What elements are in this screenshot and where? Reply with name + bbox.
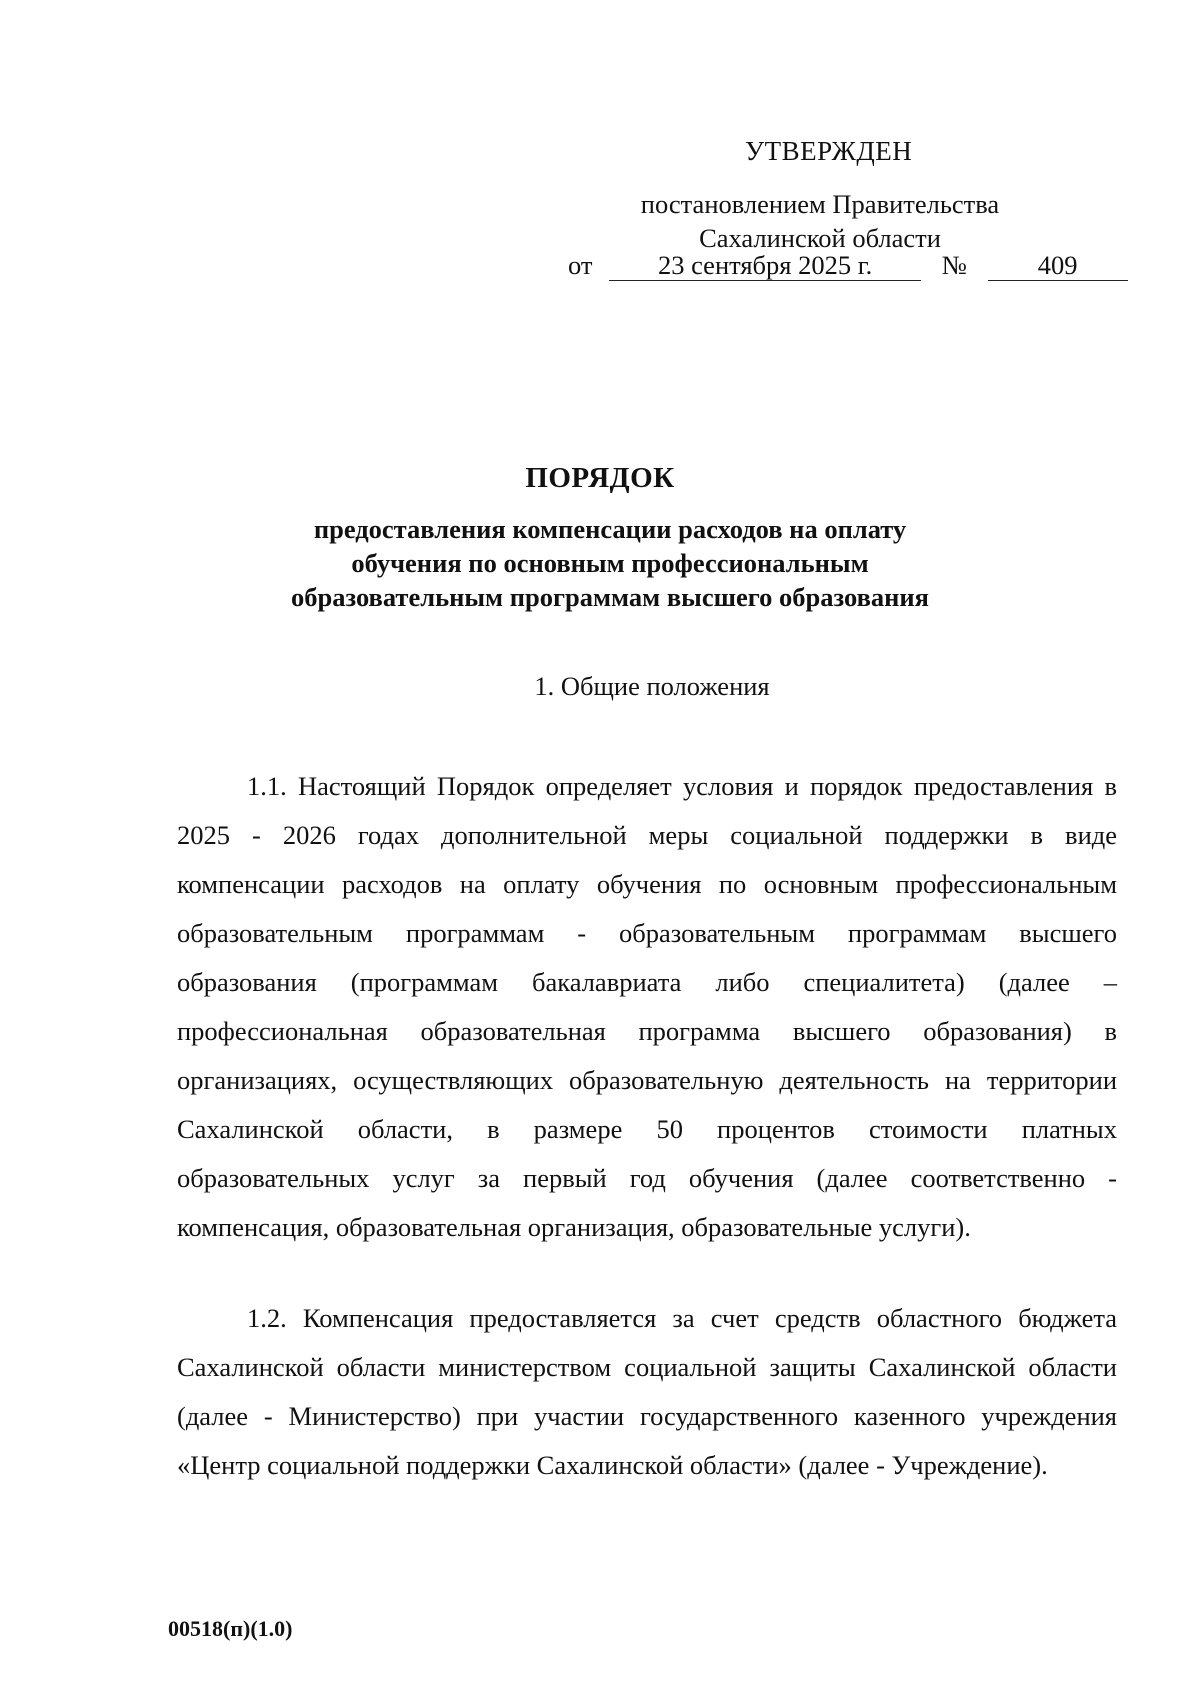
subtitle-line: образовательным программам высшего образования [290, 582, 930, 612]
subtitle-line: предоставления компенсации расходов на оплату [313, 514, 907, 544]
decree-line: Сахалинской области [699, 223, 941, 253]
subtitle-line: обучения по основным профессиональным [351, 548, 869, 578]
decree-reference [600, 187, 1040, 255]
section-heading [0, 671, 1200, 702]
decree-date: 23 сентября 2025 г. [609, 250, 921, 281]
paragraph-1-1 [177, 762, 1117, 1252]
decree-date-line [568, 250, 1128, 281]
number-label: № [941, 250, 968, 280]
footer-document-code: 00518(п)(1.0) [168, 1616, 293, 1641]
paragraph-text: 1.2. Компенсация предоставляется за счет средств областного бюджета Сахалинской области министерством социальной защиты Сахалинской области (далее - Министерство) при участии государственного казенного учреждения «Центр социальной поддержки Сахалинской области» (далее - Учреждение). [177, 1303, 1117, 1480]
document-subtitle [240, 512, 980, 614]
paragraph-1-2 [177, 1294, 1117, 1490]
decree-number: 409 [988, 250, 1128, 281]
date-prefix: от [568, 250, 593, 280]
section-heading-text: 1. Общие положения [534, 671, 770, 701]
approval-stamp-heading: УТВЕРЖДЕН [745, 136, 913, 166]
decree-line: постановлением Правительства [640, 189, 1000, 219]
document-title: ПОРЯДОК [525, 462, 675, 494]
paragraph-text: 1.1. Настоящий Порядок определяет условия и порядок предоставления в 2025 - 2026 годах дополнительной меры социальной поддержки в виде компенсации расходов на оплату обучения по основным профессиональным образовательным программам - образовательным программам высшего образования (программам бакалавриата либо специалитета) (далее – профессиональная образовательная программа высшего образования) в организациях, осуществляющих образовательную деятельность на территории Сахалинской области, в размере 50 процентов стоимости платных образовательных услуг за первый год обучения (далее соответственно - компенсация, образовательная организация, образовательные услуги). [177, 771, 1117, 1242]
